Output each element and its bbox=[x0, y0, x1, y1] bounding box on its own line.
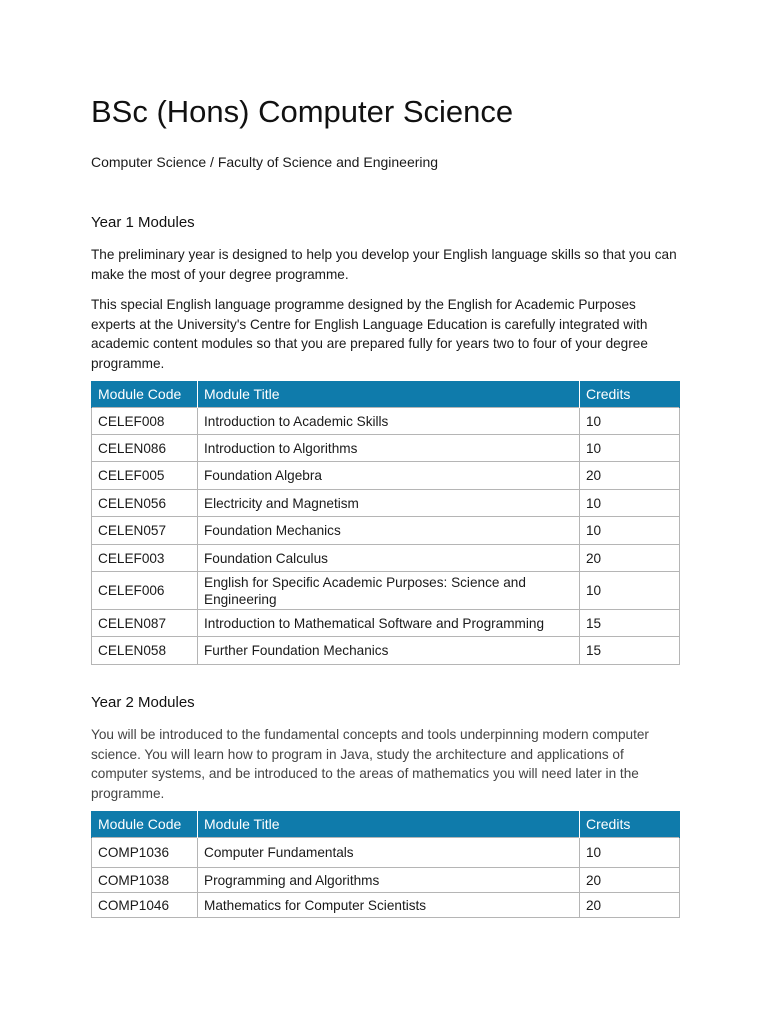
table-row bbox=[92, 545, 680, 572]
module-code: COMP1038 bbox=[92, 868, 198, 893]
table-header-row bbox=[92, 811, 680, 838]
module-title: Introduction to Academic Skills bbox=[198, 408, 580, 435]
module-code: CELEF006 bbox=[92, 572, 198, 610]
module-code: CELEN057 bbox=[92, 517, 198, 545]
year2-heading: Year 2 Modules bbox=[91, 694, 195, 711]
table-row bbox=[92, 838, 680, 868]
header-module-title: Module Title bbox=[198, 381, 580, 408]
year1-heading: Year 1 Modules bbox=[91, 214, 195, 231]
module-credits: 20 bbox=[580, 462, 680, 490]
header-credits: Credits bbox=[580, 381, 680, 408]
module-code: CELEN056 bbox=[92, 490, 198, 517]
table-row bbox=[92, 572, 680, 610]
year1-modules-table bbox=[91, 381, 680, 665]
module-code: COMP1046 bbox=[92, 893, 198, 918]
module-title: Further Foundation Mechanics bbox=[198, 637, 580, 665]
table-row bbox=[92, 610, 680, 637]
module-title: Foundation Mechanics bbox=[198, 517, 580, 545]
table-row bbox=[92, 517, 680, 545]
table-row bbox=[92, 893, 680, 918]
year2-modules-table bbox=[91, 811, 680, 918]
page-title: BSc (Hons) Computer Science bbox=[91, 94, 514, 129]
module-code: COMP1036 bbox=[92, 838, 198, 868]
module-title: Foundation Algebra bbox=[198, 462, 580, 490]
table-header-row bbox=[92, 381, 680, 408]
table-row bbox=[92, 637, 680, 665]
module-credits: 20 bbox=[580, 893, 680, 918]
module-title: Introduction to Algorithms bbox=[198, 435, 580, 462]
table-row bbox=[92, 408, 680, 435]
table-row bbox=[92, 490, 680, 517]
module-credits: 10 bbox=[580, 572, 680, 610]
module-title: Electricity and Magnetism bbox=[198, 490, 580, 517]
year1-detail-paragraph: This special English language programme designed by the English for Academic Purposes experts at the University's Centre for English Language Education is carefully integrated with academic content modules so that you are prepared fully for years two to four of your degree programme. bbox=[91, 297, 648, 371]
year2-intro-paragraph: You will be introduced to the fundamental concepts and tools underpinning modern computer science. You will learn how to program in Java, study the architecture and applications of computer systems, and be introduced to the areas of mathematics you will need later in the programme. bbox=[91, 727, 649, 801]
module-credits: 10 bbox=[580, 517, 680, 545]
module-credits: 20 bbox=[580, 545, 680, 572]
module-title: Computer Fundamentals bbox=[198, 838, 580, 868]
module-title: English for Specific Academic Purposes: Science and Engineering bbox=[198, 572, 580, 610]
module-credits: 10 bbox=[580, 838, 680, 868]
module-credits: 15 bbox=[580, 637, 680, 665]
breadcrumb: Computer Science / Faculty of Science and Engineering bbox=[91, 154, 439, 170]
module-code: CELEF008 bbox=[92, 408, 198, 435]
table-row bbox=[92, 868, 680, 893]
module-title: Introduction to Mathematical Software and Programming bbox=[198, 610, 580, 637]
header-module-code: Module Code bbox=[92, 811, 198, 838]
header-module-code: Module Code bbox=[92, 381, 198, 408]
header-credits: Credits bbox=[580, 811, 680, 838]
module-code: CELEF005 bbox=[92, 462, 198, 490]
table-row bbox=[92, 435, 680, 462]
table-row bbox=[92, 462, 680, 490]
module-credits: 10 bbox=[580, 435, 680, 462]
module-code: CELEN086 bbox=[92, 435, 198, 462]
module-title: Foundation Calculus bbox=[198, 545, 580, 572]
module-title: Mathematics for Computer Scientists bbox=[198, 893, 580, 918]
header-module-title: Module Title bbox=[198, 811, 580, 838]
module-credits: 10 bbox=[580, 408, 680, 435]
year1-intro-paragraph: The preliminary year is designed to help you develop your English language skills so that you can make the most of your degree programme. bbox=[91, 247, 677, 282]
module-title: Programming and Algorithms bbox=[198, 868, 580, 893]
module-code: CELEN087 bbox=[92, 610, 198, 637]
module-code: CELEN058 bbox=[92, 637, 198, 665]
module-credits: 10 bbox=[580, 490, 680, 517]
module-code: CELEF003 bbox=[92, 545, 198, 572]
module-credits: 15 bbox=[580, 610, 680, 637]
module-credits: 20 bbox=[580, 868, 680, 893]
